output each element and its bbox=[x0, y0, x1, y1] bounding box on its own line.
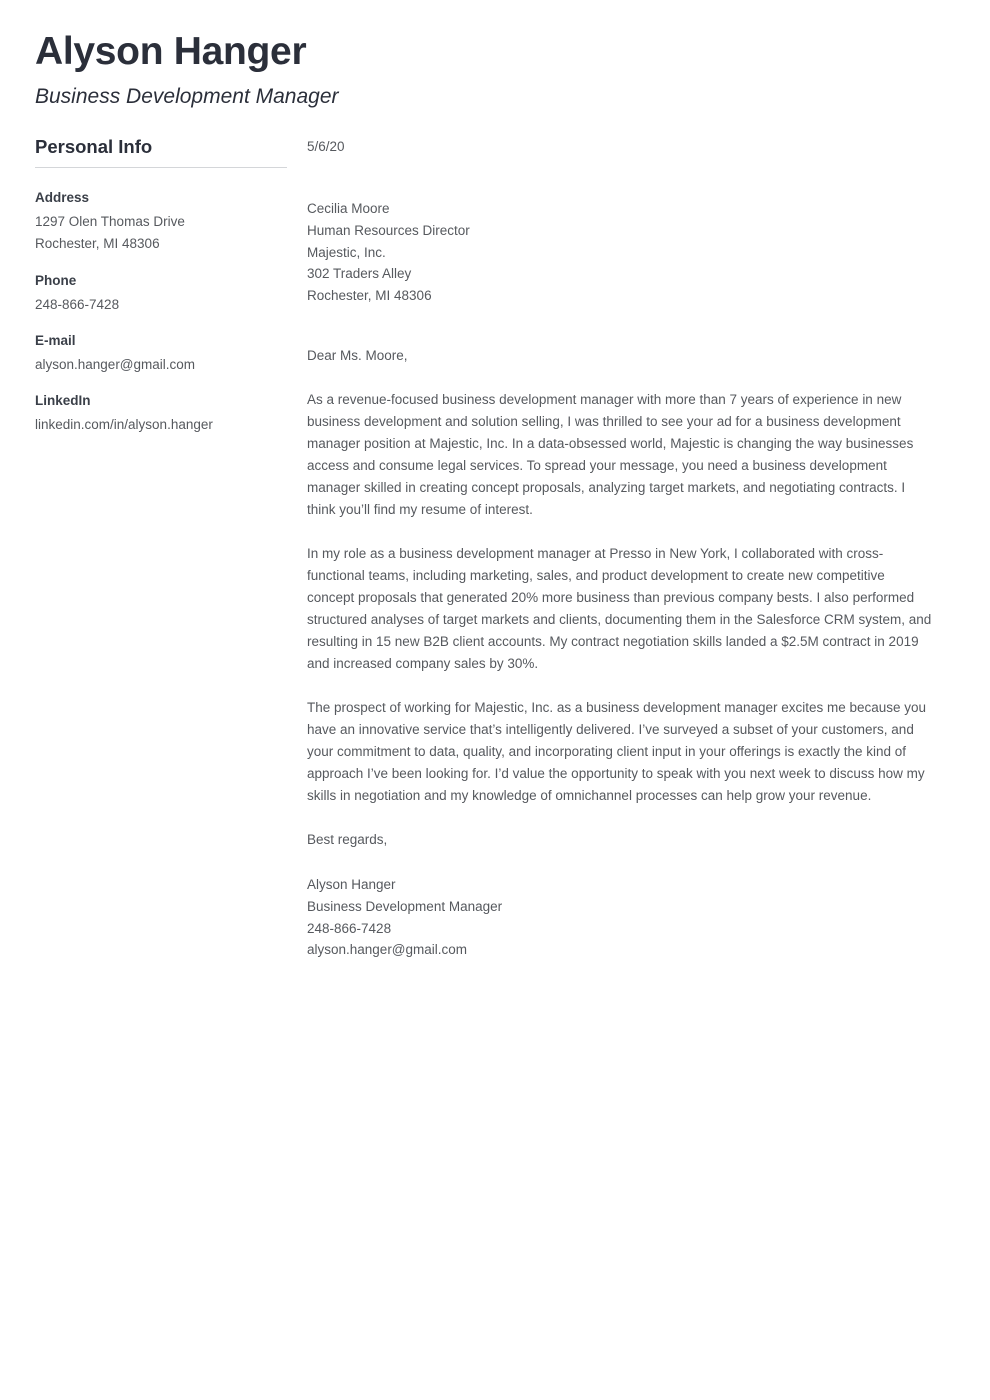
section-divider bbox=[35, 167, 287, 168]
body-paragraph: In my role as a business development manager at Presso in New York, I collaborated with cross-functional teams, including marketing, sales, and product development to create new competitive concept proposals that generated 20% more business than previous company bests. I also performed structured analyses of target markets and clients, documenting them in the Salesforce CRM system, and resulting in 15 new B2B client accounts. My contract negotiation skills landed a $2.5M contract in 2019 and increased company sales by 30%. bbox=[307, 546, 932, 672]
info-label: E-mail bbox=[35, 332, 76, 348]
signature-line: 248-866-7428 bbox=[307, 920, 392, 936]
personal-info-blocks bbox=[35, 188, 267, 436]
recipient-line: 302 Traders Alley bbox=[307, 266, 412, 282]
letter-date: 5/6/20 bbox=[307, 139, 345, 155]
salutation: Dear Ms. Moore, bbox=[307, 348, 408, 364]
signature-line: alyson.hanger@gmail.com bbox=[307, 942, 468, 958]
personal-info-sidebar bbox=[35, 136, 287, 436]
info-block-e-mail bbox=[35, 331, 267, 376]
recipient-line: Rochester, MI 48306 bbox=[307, 288, 432, 304]
info-label: Address bbox=[35, 190, 90, 206]
letter-header bbox=[0, 0, 990, 109]
info-label: LinkedIn bbox=[35, 393, 91, 409]
body-paragraph: The prospect of working for Majestic, Inc. as a business development manager excites me because you have an innovative service that’s intelligently delivered. I’ve surveyed a subset of your customers, and your commitment to data, quality, and incorporating client input in your offerings is exactly the kind of approach I’ve been looking for. I’d value the opportunity to speak with you next week to discuss how my skills in negotiation and my knowledge of omnichannel processes can help grow your revenue. bbox=[307, 700, 927, 804]
info-value: Rochester, MI 48306 bbox=[35, 236, 160, 252]
candidate-job-title: Business Development Manager bbox=[35, 84, 339, 108]
info-value: alyson.hanger@gmail.com bbox=[35, 356, 196, 372]
letter-columns bbox=[0, 136, 990, 961]
recipient-line: Majestic, Inc. bbox=[307, 244, 386, 260]
info-block-linkedin bbox=[35, 391, 267, 436]
recipient-line: Cecilia Moore bbox=[307, 200, 390, 216]
closing-phrase: Best regards, bbox=[307, 832, 388, 848]
personal-info-heading: Personal Info bbox=[35, 136, 153, 158]
letter-paragraphs bbox=[307, 389, 935, 807]
signature-line: Business Development Manager bbox=[307, 898, 503, 914]
signature-block bbox=[307, 874, 935, 961]
info-value: 1297 Olen Thomas Drive bbox=[35, 214, 185, 230]
signature-line: Alyson Hanger bbox=[307, 876, 396, 892]
info-block-phone bbox=[35, 271, 267, 316]
body-paragraph: As a revenue-focused business development manager with more than 7 years of experience in new business development and solution selling, I was thrilled to see your ad for a business development manager position at Majestic, Inc. In a data-obsessed world, Majestic is changing the way businesses access and consume legal services. To spread your message, you need a business development manager skilled in creating concept proposals, analyzing target markets, and negotiating contracts. I think you’ll find my resume of interest. bbox=[307, 392, 914, 518]
recipient-line: Human Resources Director bbox=[307, 222, 470, 238]
candidate-name: Alyson Hanger bbox=[35, 30, 307, 73]
info-value: linkedin.com/in/alyson.hanger bbox=[35, 416, 213, 432]
recipient-address-block bbox=[307, 198, 935, 307]
info-block-address bbox=[35, 188, 267, 255]
info-value: 248-866-7428 bbox=[35, 296, 120, 312]
info-label: Phone bbox=[35, 272, 77, 288]
letter-body bbox=[287, 136, 935, 961]
